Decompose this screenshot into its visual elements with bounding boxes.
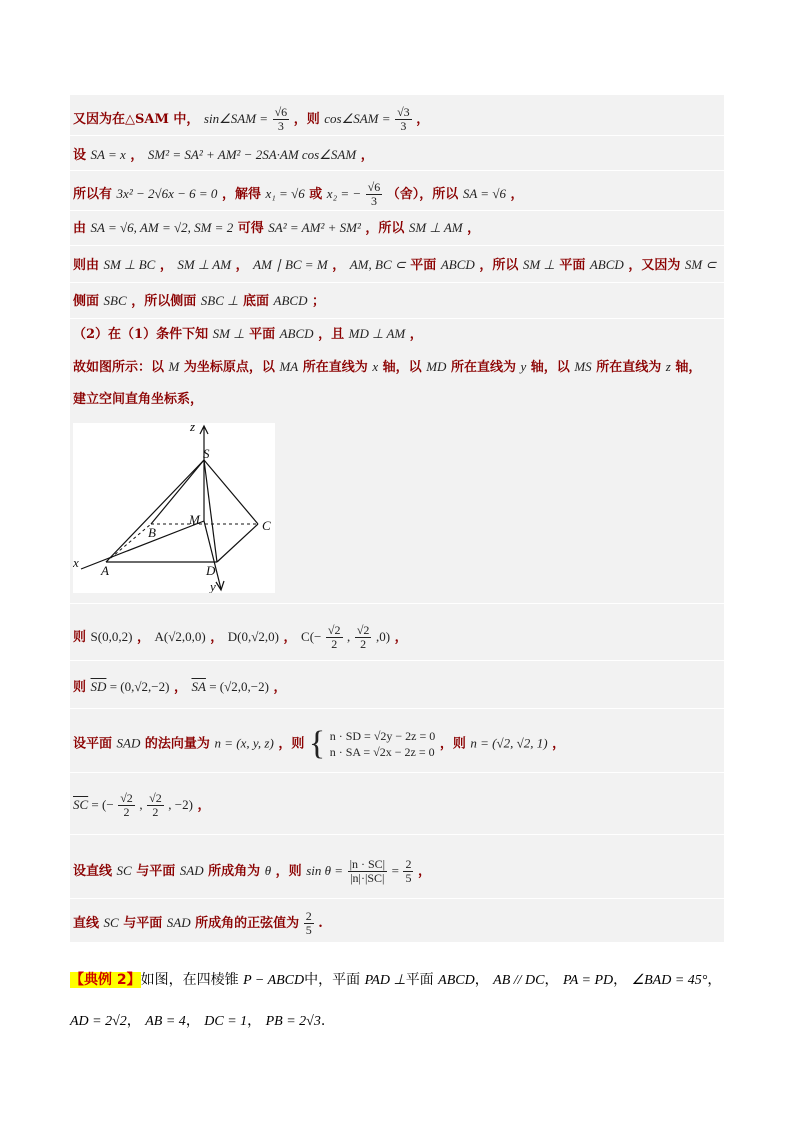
text: ， [247,1013,262,1029]
divider [70,898,724,899]
text: 如图，在四棱锥 [140,972,239,988]
formula: PA = PD [562,973,614,988]
formula: ∠BAD = 45° [631,973,708,988]
label-z: z [190,423,196,434]
denominator: |n|·|SC| [350,871,385,885]
formula: DC = 1 [204,1014,248,1029]
label-M: M [189,512,200,527]
edge-SA [106,460,204,562]
text: 与平面 [136,864,176,879]
formula: θ [264,863,272,878]
divider [70,708,724,709]
text: 与平面 [123,916,163,931]
text: 设直线 [73,864,113,879]
edge-AB [106,524,151,562]
vector: $\overline{SD}$ [90,679,107,694]
denominator: 5 [405,871,412,885]
text: ， [394,630,408,645]
text: 设 [73,148,87,163]
text: 中，平面 [304,972,361,988]
numerator: √2 [149,791,162,805]
text: ， [173,680,187,695]
numerator: |n · SC| [349,857,386,871]
formula: MD ⊥ AM [348,326,406,341]
formula: SM ⊥ [522,257,555,272]
formula: PAD ⊥ [364,973,406,988]
edge-SC [204,460,258,524]
text: ， [235,258,249,273]
text: 所在直线为 [450,360,516,375]
formula: SM ⊥ [212,326,245,341]
formula: ABCD [438,973,475,988]
formula: D(0,√2,0) [227,629,279,644]
formula: SA = √6 [462,186,506,201]
text: 平面 [249,327,276,342]
text: 又因为在△SAM 中， [73,112,200,127]
formula: = (√2,0,−2) [205,679,269,694]
divider [70,603,724,604]
text: ， [210,630,224,645]
text: ， [126,1013,141,1029]
solution-line-15 [73,910,323,937]
system-brace: { [308,725,326,762]
divider [70,772,724,773]
text: ， [417,864,431,879]
label-D: D [206,563,216,578]
text: ，则 [275,864,302,879]
formula: SA = x [90,147,126,162]
formula: x [372,359,379,374]
formula: , [139,797,143,812]
formula: n = (x, y, z) [214,735,274,751]
text: ，所以侧面 [131,294,197,309]
example-line-1 [70,969,721,992]
text: 底面 [242,294,269,309]
text: 的法向量为 [144,736,210,752]
label-B: B [148,525,156,540]
solution-line-12 [73,725,566,762]
denominator: 3 [400,119,407,133]
text: 则由 [73,258,100,273]
formula: x₂ = − [326,186,362,201]
solution-line-9 [73,391,203,409]
example-tag: 【典例 2】 [70,972,141,988]
formula: AB // DC [493,973,545,988]
text: ； [312,294,326,309]
solution-line-3 [73,181,524,208]
solution-line-10 [73,624,408,651]
equation-1: n · SD = √2y − 2z = 0 [329,729,436,743]
text: （2）在（1）条件下知 [73,327,209,342]
text: 则 [73,680,87,695]
text: ， [613,972,628,988]
formula: = (0,√2,−2) [106,679,170,694]
formula: MS [574,359,592,374]
formula: SAD [116,735,141,751]
text: ， [283,630,297,645]
text: ， [552,736,566,752]
text: （舍），所以 [386,187,459,202]
text: 或 [309,187,323,202]
formula: SM ⊥ AM [177,257,232,272]
formula: SM² = SA² + AM² − 2SA·AM cos∠SAM [147,147,357,162]
formula: PB = 2√3 [265,1014,321,1029]
label-y: y [210,579,216,593]
text: 所以有 [73,187,113,202]
solution-line-13 [73,792,210,819]
numerator: √2 [356,623,370,637]
text: ， [273,680,287,695]
formula: MD [426,359,447,374]
numerator: √6 [274,105,288,119]
formula: MA [279,359,299,374]
divider [70,834,724,835]
divider [70,282,724,283]
text: 轴，以 [530,360,570,375]
text: . [320,1013,326,1029]
text: 故如图所示：以 [73,360,165,375]
example-line-2 [70,1010,721,1033]
formula: SBC [103,293,127,308]
text: ， [130,148,144,163]
text: 为坐标原点，以 [183,360,275,375]
divider [70,318,724,319]
text: ， [544,972,559,988]
solution-line-1 [73,106,429,133]
divider [70,170,724,171]
formula: SM ⊥ AM [408,220,463,235]
formula: SAD [179,863,204,878]
formula: , [347,629,351,644]
numerator: √2 [120,791,133,805]
vector: $\overline{SC}$ [73,797,89,812]
fraction [395,106,412,133]
numerator: 2 [305,909,312,923]
text: 则 [73,630,87,645]
text: ， [159,258,173,273]
formula: y [520,359,527,374]
formula: AB = 4 [145,1014,186,1029]
formula: x₁ = √6 [265,186,305,201]
formula: C(− [301,629,322,644]
fraction [147,792,164,819]
denominator: 2 [152,805,159,819]
text: 由 [73,221,87,236]
fraction [273,106,290,133]
text: ，又因为 [628,258,681,273]
text: 所在直线为 [596,360,662,375]
label-A: A [101,563,109,578]
denominator: 2 [123,805,130,819]
formula: SA = √6, AM = √2, SM = 2 [90,220,234,235]
formula: SA² = AM² + SM² [268,220,361,235]
formula: , −2) [168,797,193,812]
formula: = [391,863,399,878]
denominator: 5 [305,923,312,937]
text: 平面 [405,972,434,988]
text: ， [510,187,524,202]
equation-2: n · SA = √2x − 2z = 0 [329,745,435,759]
denominator: 2 [331,637,338,651]
numerator: √3 [397,105,410,119]
formula: SBC ⊥ [200,293,239,308]
pyramid-diagram [73,423,275,593]
formula: sin θ = [306,863,344,878]
text: ，则 [439,736,466,752]
solution-line-2 [73,146,374,165]
fraction [118,792,135,819]
formula: SC [103,915,119,930]
formula: AM ∣ BC = M [253,257,328,272]
label-S: S [203,446,210,461]
label-x: x [73,555,79,570]
text: 所成角为 [208,864,261,879]
formula: SAD [166,915,191,930]
text: 平面 [410,258,437,273]
solution-line-7 [73,325,423,344]
solution-line-4 [73,219,480,238]
text: ， [197,798,211,813]
text: ，解得 [221,187,261,202]
formula: sin∠SAM = [203,111,269,126]
divider [70,245,724,246]
text: ， [409,327,423,342]
solution-line-8 [73,358,701,377]
divider [70,135,724,136]
solution-line-14 [73,858,431,885]
denominator: 2 [360,637,367,651]
text: 轴，以 [382,360,422,375]
fraction [403,858,413,885]
numerator: √2 [327,623,341,637]
formula: AD = 2√2 [70,1014,127,1029]
divider [70,210,724,211]
text: ， [474,972,489,988]
vector: $\overline{SA}$ [191,679,206,694]
equation-system [330,728,436,760]
formula: ABCD [273,293,308,308]
text: ，所以 [365,221,405,236]
fraction [348,858,387,885]
formula: S(0,0,2) [90,629,133,644]
fraction [355,624,372,651]
divider [70,660,724,661]
label-C: C [262,518,271,533]
text: ， [136,630,150,645]
formula: AM, BC ⊂ [349,257,406,272]
text: 平面 [559,258,586,273]
text: 所成角的正弦值为 [195,916,300,931]
formula: ,0) [375,629,391,644]
denominator: 3 [277,119,284,133]
formula: 3x² − 2√6x − 6 = 0 [116,186,218,201]
pyramid-figure [73,423,275,593]
denominator: 3 [370,194,377,208]
text: . [318,916,323,931]
solution-line-6 [73,292,325,311]
formula: cos∠SAM = [324,111,391,126]
fraction [366,181,383,208]
solution-line-11 [73,678,286,697]
text: 直线 [73,916,100,931]
text: 设平面 [73,736,113,752]
text: ， [360,148,374,163]
formula: ABCD [279,326,314,341]
numerator: 2 [405,857,412,871]
formula: n = (√2, √2, 1) [470,735,548,751]
formula: M [168,359,180,374]
formula: ABCD [589,257,624,272]
text: ，则 [293,112,320,127]
formula: SM ⊂ [684,257,717,272]
text: 可得 [237,221,264,236]
formula: z [665,359,671,374]
text: 建立空间直角坐标系， [73,392,204,407]
edge-DC [217,524,258,562]
fraction [326,624,343,651]
numerator: √6 [367,180,381,194]
fraction [304,910,314,937]
formula: A(√2,0,0) [154,629,206,644]
formula: SC [116,863,132,878]
formula: ABCD [440,257,475,272]
formula: = (− [88,797,114,812]
text: 侧面 [73,294,100,309]
example-problem [70,969,721,1033]
text: 轴， [675,360,702,375]
text: ， [332,258,346,273]
text: ， [707,972,722,988]
text: 所在直线为 [302,360,368,375]
text: ，所以 [479,258,519,273]
text: ， [467,221,481,236]
formula: SM ⊥ BC [103,257,156,272]
formula: P − ABCD [243,973,305,988]
text: ， [416,112,430,127]
text: ，且 [318,327,345,342]
text: ，则 [278,736,305,752]
text: ， [185,1013,200,1029]
solution-line-5 [73,256,716,275]
